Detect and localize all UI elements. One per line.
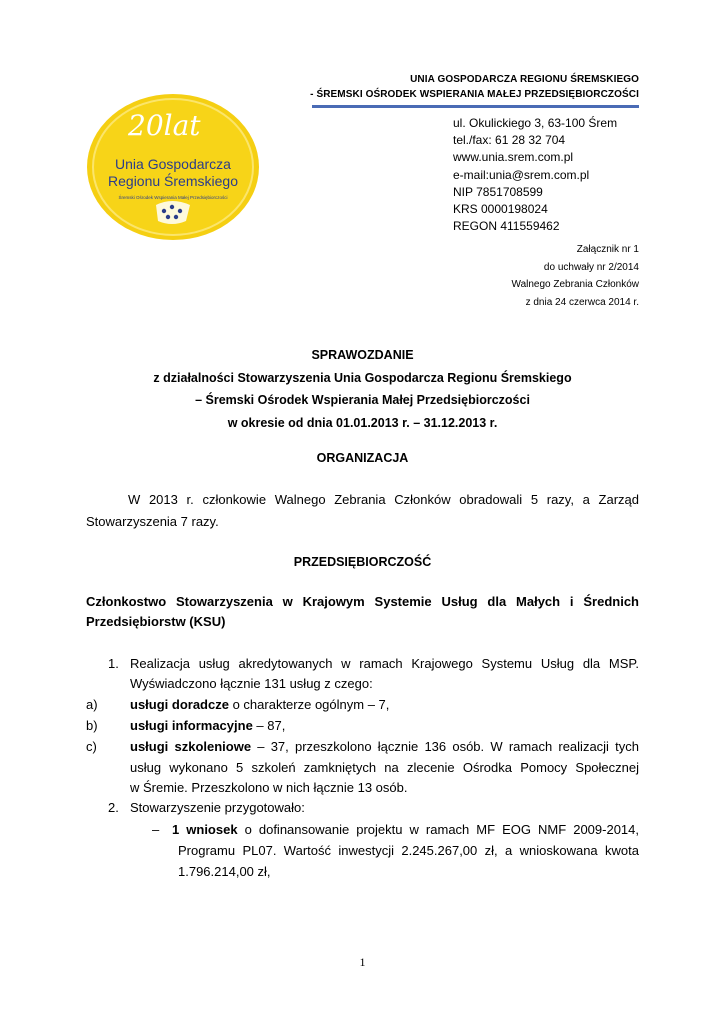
report-title-line4: w okresie od dnia 01.01.2013 r. – 31.12.2013 r. bbox=[227, 415, 498, 430]
list-item1-number: 1. bbox=[108, 656, 119, 671]
list-item-b-bold: usługi informacyjne bbox=[130, 718, 253, 733]
subheading-ksu-line1: Członkostwo Stowarzyszenia w Krajowym Systemie Usług dla Małych i Średnich bbox=[86, 594, 639, 609]
sub-item1-line1 bbox=[172, 822, 639, 837]
list-item-a-rest: o charakterze ogólnym – 7, bbox=[228, 697, 390, 712]
contact-nip: NIP 7851708599 bbox=[453, 184, 543, 199]
section-heading-organizacja: ORGANIZACJA bbox=[316, 451, 409, 465]
list-item-c bbox=[130, 739, 639, 754]
list-item-c-line2: usług wykonano 5 szkoleń zamkniętych na zlecenie Ośrodka Pomocy Społecznej bbox=[130, 760, 639, 775]
sub-item1-line2: Programu PL07. Wartość inwestycji 2.245.267,00 zł, a wnioskowana kwota bbox=[178, 843, 639, 858]
contact-block bbox=[453, 115, 617, 235]
list-item-a-bold: usługi doradcze bbox=[130, 697, 229, 712]
list-item-a bbox=[130, 697, 389, 712]
list-item-c-line3: w Śremie. Przeszkolono w nich łącznie 13 osób. bbox=[130, 780, 408, 795]
subheading-ksu-line2: Przedsiębiorstw (KSU) bbox=[86, 614, 226, 629]
report-title-block bbox=[86, 344, 639, 434]
org-name-line2: - ŚREMSKI OŚRODEK WSPIERANIA MAŁEJ PRZEDSIĘBIORCZOŚCI bbox=[310, 89, 639, 100]
attachment-note bbox=[512, 241, 639, 311]
org-name-line1: UNIA GOSPODARCZA REGIONU ŚREMSKIEGO bbox=[410, 74, 639, 85]
list-item1-line2: Wyświadczono łącznie 131 usług z czego: bbox=[130, 676, 373, 691]
header-rule bbox=[312, 105, 639, 108]
sub-item-dash: – bbox=[152, 822, 160, 837]
report-title-line3: – Śremski Ośrodek Wspierania Małej Przedsiębiorczości bbox=[195, 393, 530, 407]
attachment-line4: z dnia 24 czerwca 2014 r. bbox=[525, 296, 639, 308]
list-item-a-label: a) bbox=[86, 697, 98, 712]
list-item-b-rest: – 87, bbox=[252, 718, 286, 733]
attachment-line1: Załącznik nr 1 bbox=[576, 244, 639, 255]
attachment-line3: Walnego Zebrania Członków bbox=[511, 279, 639, 290]
sub-item1-bold: 1 wniosek bbox=[172, 822, 238, 837]
list-item2-number: 2. bbox=[108, 800, 119, 815]
logo-emblem bbox=[156, 201, 190, 224]
section-heading-przedsiebiorczosc: PRZEDSIĘBIORCZOŚĆ bbox=[293, 555, 432, 569]
list-item2-text: Stowarzyszenie przygotowało: bbox=[130, 800, 305, 815]
list-item-c-label: c) bbox=[86, 739, 97, 754]
contact-web[interactable]: www.unia.srem.com.pl bbox=[453, 150, 574, 165]
list-item-c-rest: – 37, przeszkolono łącznie 136 osób. W ramach realizacji tych bbox=[251, 739, 639, 754]
organizacja-paragraph: W 2013 r. członkowie Walnego Zebrania Członków obradowali 5 razy, a Zarząd Stowarzyszenia 7 razy. bbox=[86, 492, 639, 529]
logo-years: 20lat bbox=[128, 109, 201, 142]
list-item-b-label: b) bbox=[86, 718, 98, 733]
sub-item1-line3: 1.796.214,00 zł, bbox=[178, 864, 271, 879]
logo-name-line1: Unia Gospodarcza bbox=[115, 156, 231, 172]
contact-krs: KRS 0000198024 bbox=[453, 202, 548, 217]
contact-phone: tel./fax: 61 28 32 704 bbox=[453, 133, 566, 148]
list-item1-line1: Realizacja usług akredytowanych w ramach Krajowego Systemu Usług dla MSP. bbox=[130, 656, 639, 671]
logo-name-line2: Regionu Śremskiego bbox=[108, 173, 238, 189]
list-item-c-bold: usługi szkoleniowe bbox=[130, 739, 252, 754]
attachment-line2: do uchwały nr 2/2014 bbox=[543, 261, 639, 273]
logo-subtitle: Śremski Ośrodek Wspierania Małej Przedsiębiorczości bbox=[118, 195, 228, 200]
report-title-line2: z działalności Stowarzyszenia Unia Gospodarcza Regionu Śremskiego bbox=[153, 370, 572, 385]
logo bbox=[86, 93, 260, 241]
sub-item1-rest: o dofinansowanie projektu w ramach MF EOG NMF 2009-2014, bbox=[237, 822, 640, 837]
list-item-b bbox=[130, 718, 285, 733]
contact-address: ul. Okulickiego 3, 63-100 Śrem bbox=[453, 116, 618, 130]
contact-regon: REGON 411559462 bbox=[453, 219, 560, 234]
report-title: SPRAWOZDANIE bbox=[311, 348, 414, 362]
contact-email[interactable]: e-mail:unia@srem.com.pl bbox=[453, 167, 590, 182]
page-number: 1 bbox=[359, 955, 366, 969]
